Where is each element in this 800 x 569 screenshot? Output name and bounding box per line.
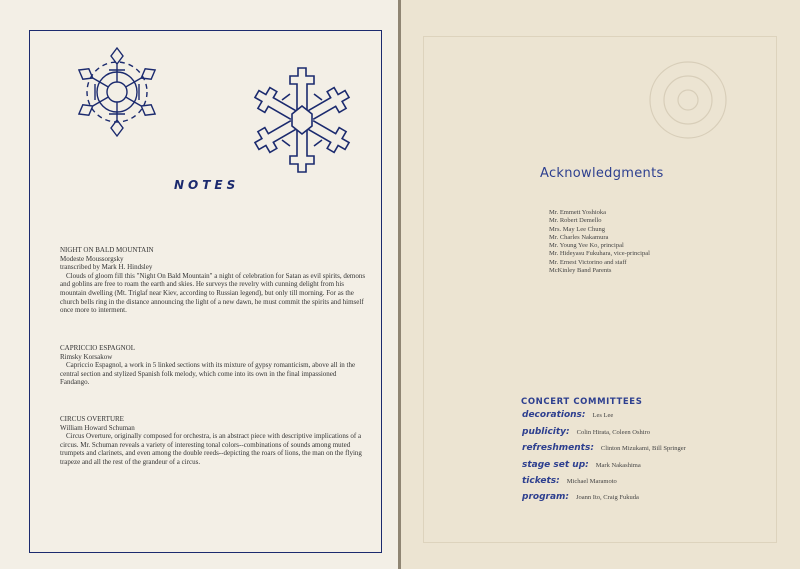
concert-committees-heading: CONCERT COMMITTEES xyxy=(521,397,643,407)
list-item: Mr. Hideyasu Fukuhara, vice-principal xyxy=(549,250,650,258)
notes-heading: NOTES xyxy=(174,178,240,192)
committee-names: Clinton Mizukami, Bill Springer xyxy=(600,445,686,452)
piece-description: Circus Overture, originally composed for orchestra, is an abstract piece with descriptive implications of a circus. Mr. Schuman reveals a variety of interesting tonal colors--combinations of sounds among muted trumpets and clarinets, and even among the double reeds--depicting the roars of lions, the man on the flying trapeze and all the rest of the grandeur of a circus. xyxy=(60,432,362,466)
committee-label: program: xyxy=(522,492,569,502)
committee-row xyxy=(522,443,686,453)
snowflake-large-icon xyxy=(238,60,366,178)
acknowledgments-heading: Acknowledgments xyxy=(540,166,664,181)
committee-row xyxy=(522,476,617,486)
piece-title: CIRCUS OVERTURE xyxy=(60,415,124,423)
committee-label: stage set up: xyxy=(522,460,589,470)
committee-names: Les Lee xyxy=(592,412,614,419)
committee-row xyxy=(522,427,650,437)
committee-label: refreshments: xyxy=(522,443,594,453)
piece-composer: William Howard Schuman xyxy=(60,423,135,432)
committee-names: Mark Nakashima xyxy=(595,462,641,469)
piece-credit: transcribed by Mark H. Hindsley xyxy=(60,263,153,272)
piece-description: Capriccio Espagnol, a work in 5 linked sections with its mixture of gypsy romanticism, above all in the central section and stylized Spanish folk melody, which come into its own in the final impassioned Fandango. xyxy=(60,361,356,387)
piece-composer: Modeste Moussorgsky xyxy=(60,254,124,263)
list-item: Mrs. May Lee Chung xyxy=(549,225,605,233)
acknowledgments-list xyxy=(549,209,650,275)
snowflake-small-icon xyxy=(64,44,170,140)
faint-ornament-icon xyxy=(640,55,736,145)
list-item: Mr. Emmett Yoshioka xyxy=(549,209,607,216)
committee-label: tickets: xyxy=(522,476,560,486)
program-note xyxy=(60,246,366,315)
list-item: McKinley Band Parents xyxy=(549,267,612,275)
piece-title: CAPRICCIO ESPAGNOL xyxy=(60,344,136,352)
piece-description: Clouds of gloom fill this "Night On Bald Mountain" a night of celebration for Satan as evil spirits, demons and goblins are free to roam the earth and skies. He surveys the revelry with cunning delight from his mountain dwelling (Mt. Triglaf near Kiev, according to Russian legend), but only till morning. For as the church bells ring in the distance announcing the light of a new dawn, he must commit the spirits and himself once more to interment. xyxy=(60,271,366,315)
committee-label: publicity: xyxy=(522,427,570,437)
committee-label: decorations: xyxy=(522,410,586,420)
committee-names: Michael Maramoto xyxy=(566,478,617,485)
committee-names: Colin Hirata, Coleen Oshiro xyxy=(576,429,650,436)
committee-names: Joann Ito, Craig Fukuda xyxy=(576,494,639,501)
list-item: Mr. Young Yee Ko, principal xyxy=(549,242,624,250)
program-note xyxy=(60,415,366,467)
committee-row xyxy=(522,460,641,470)
list-item: Mr. Ernest Victorino and staff xyxy=(549,258,627,266)
committee-row xyxy=(522,492,639,502)
program-note xyxy=(60,344,366,387)
committee-row xyxy=(522,410,613,420)
piece-title: NIGHT ON BALD MOUNTAIN xyxy=(60,246,154,254)
piece-composer: Rimsky Korsakow xyxy=(60,352,113,361)
list-item: Mr. Charles Nakamura xyxy=(549,233,609,241)
list-item: Mr. Robert Demello xyxy=(549,217,602,225)
